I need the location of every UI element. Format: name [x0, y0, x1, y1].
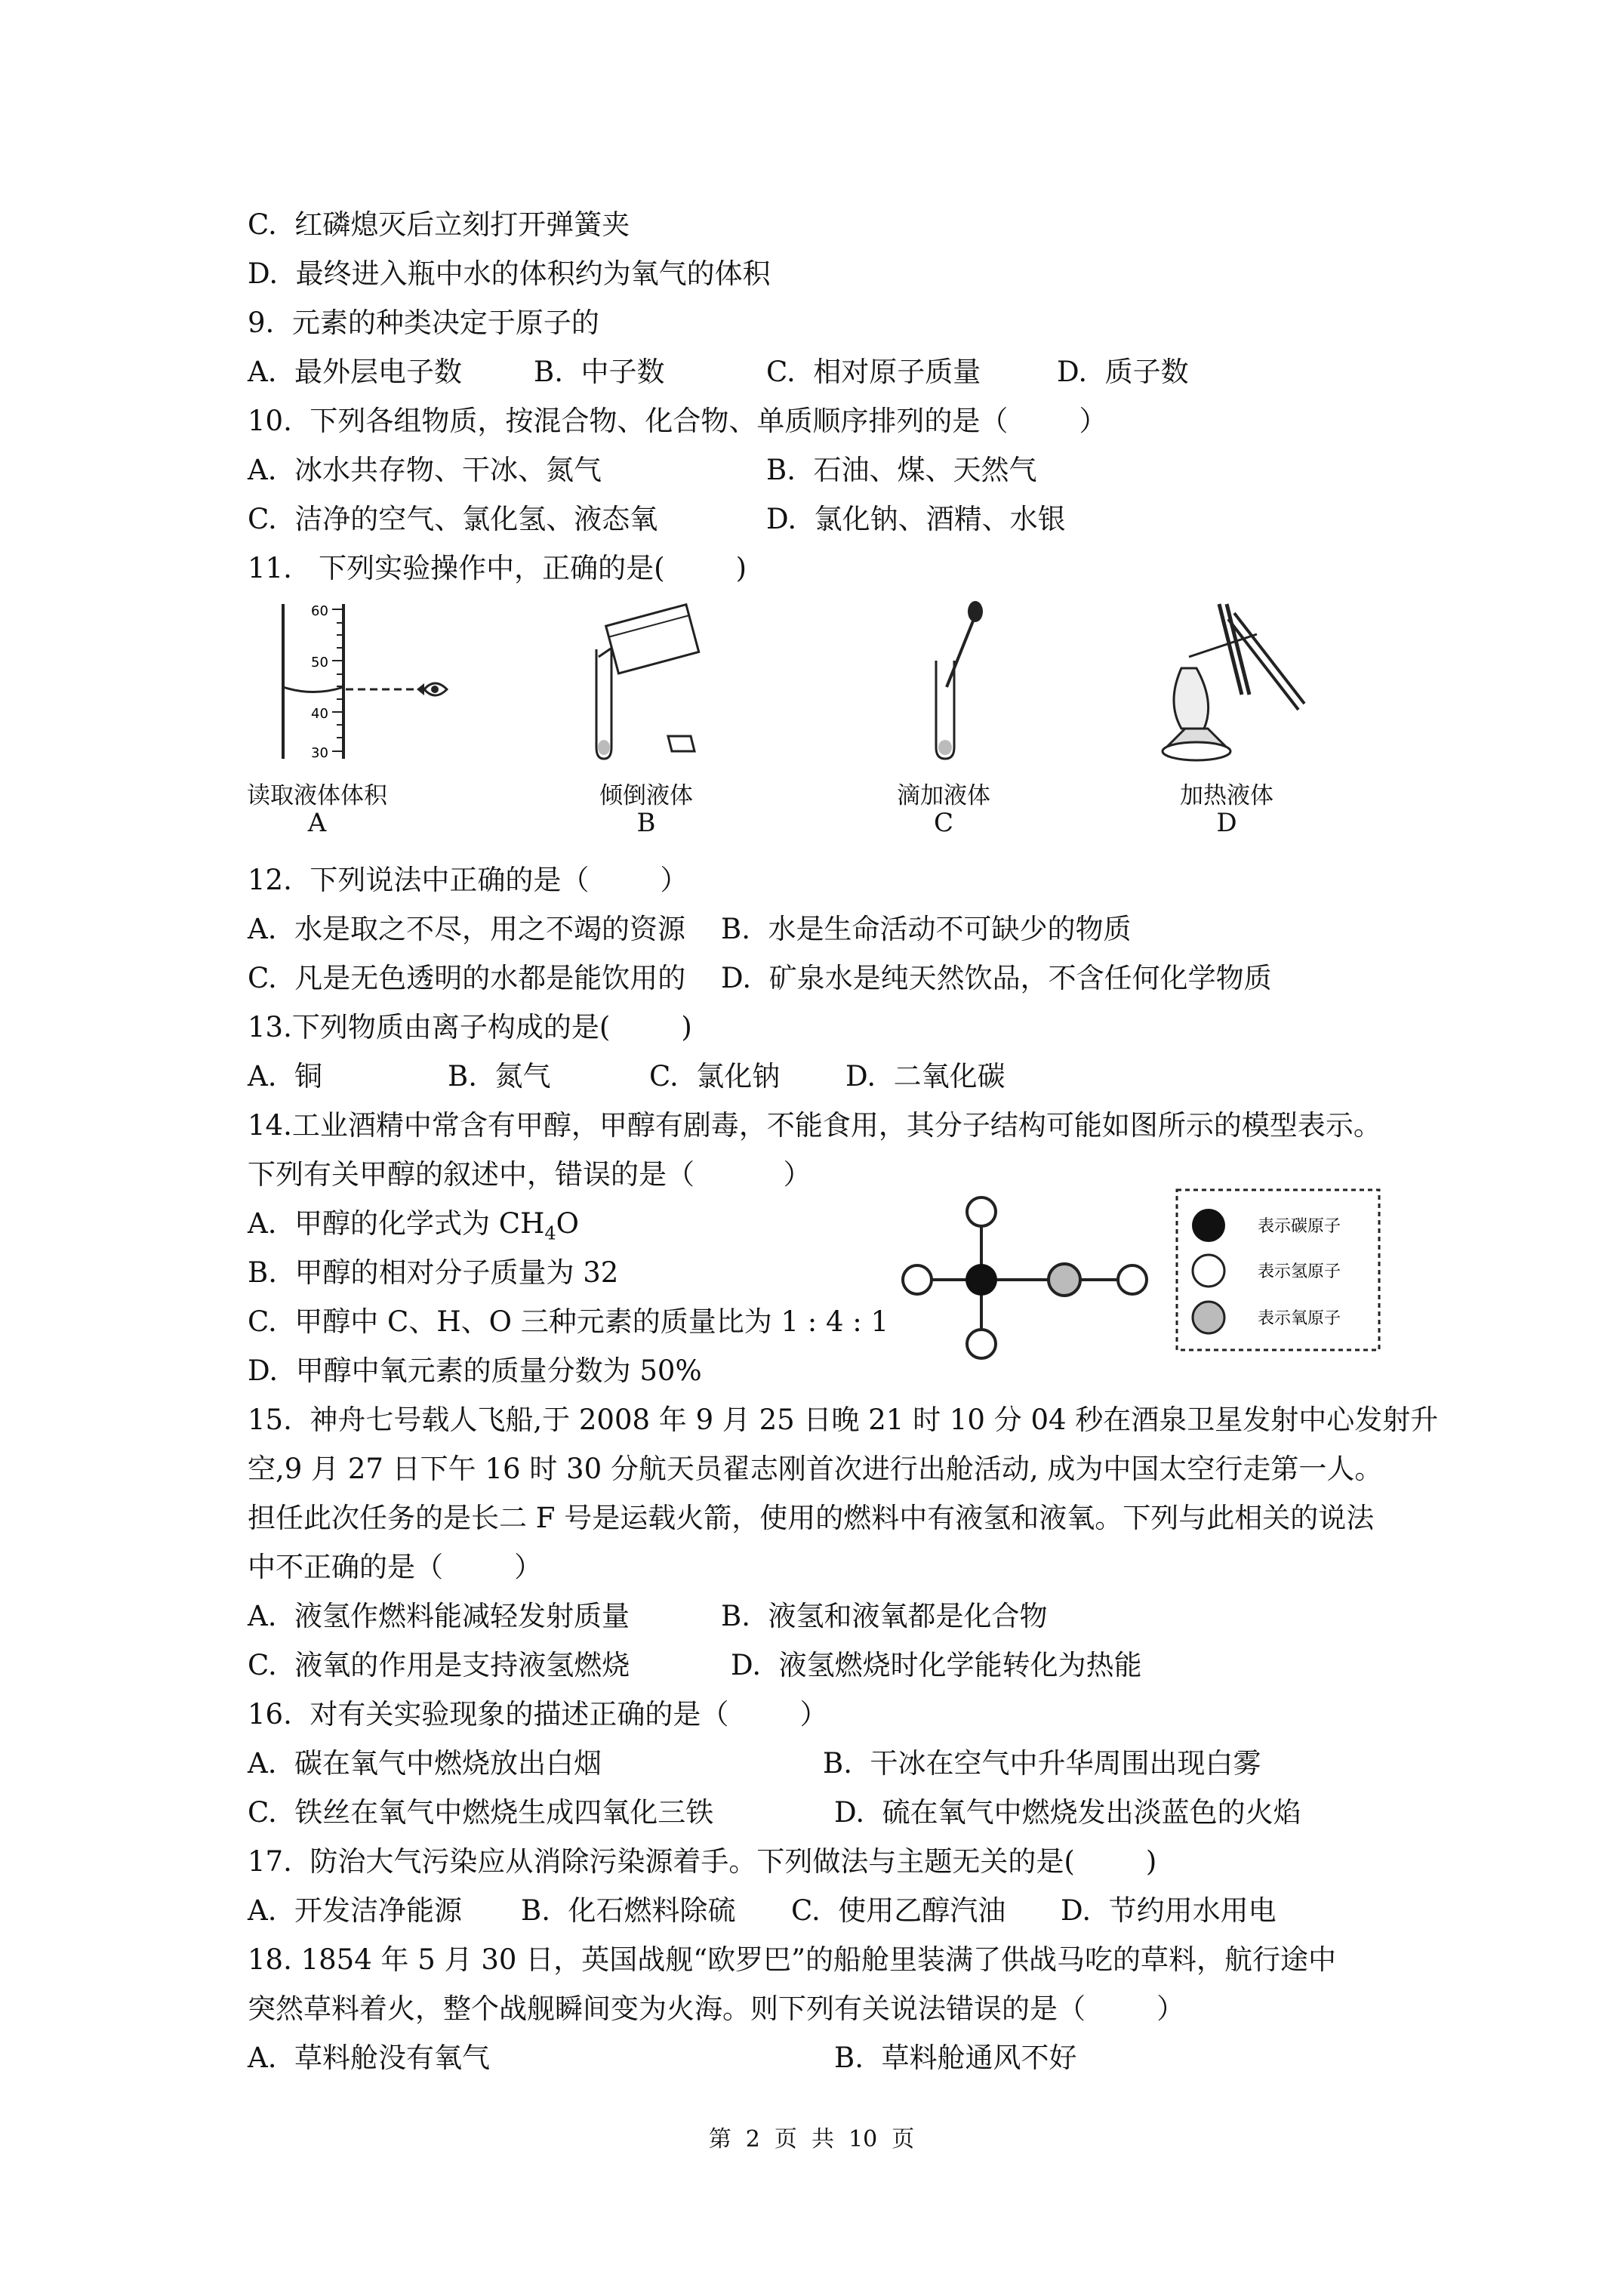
- q13-option-d: D. 二氧化碳: [845, 1060, 1006, 1093]
- q14-option-a: [248, 1204, 579, 1253]
- q12-option-c: C. 凡是无色透明的水都是能饮用的: [248, 962, 686, 994]
- carbon-atom: [965, 1264, 997, 1296]
- q18-option-a: A. 草料舱没有氧气: [248, 2042, 491, 2074]
- q9-option-c: C. 相对原子质量: [766, 356, 981, 388]
- caption-d: 加热液体: [1180, 782, 1273, 809]
- caption-c: 滴加液体: [897, 782, 990, 809]
- label-d: D: [1216, 808, 1237, 838]
- q16-option-a: A. 碳在氧气中燃烧放出白烟: [248, 1747, 602, 1780]
- q9-option-b: B. 中子数: [534, 356, 665, 388]
- q12-option-b: B. 水是生命活动不可缺少的物质: [721, 913, 1132, 945]
- heating-liquid-figure: [1144, 596, 1317, 770]
- page-footer: 第 2 页 共 10 页: [708, 2126, 915, 2153]
- oxygen-legend-icon: [1193, 1302, 1224, 1333]
- q10-stem: 10. 下列各组物质，按混合物、化合物、单质顺序排列的是（ ）: [248, 405, 1107, 437]
- hydrogen-atom: [967, 1197, 996, 1226]
- q9-option-d: D. 质子数: [1057, 356, 1189, 388]
- eye-icon: [424, 683, 447, 695]
- q14-option-d: D. 甲醇中氧元素的质量分数为 50%: [248, 1354, 702, 1387]
- hydrogen-atom: [967, 1330, 996, 1358]
- caption-a: 读取液体体积: [247, 782, 387, 809]
- q16-option-b: B. 干冰在空气中升华周围出现白雾: [823, 1747, 1261, 1780]
- tick-label-50: 50: [311, 655, 328, 670]
- legend-hydrogen-label: 表示氢原子: [1258, 1262, 1341, 1281]
- q12-stem: 12. 下列说法中正确的是（ ）: [248, 864, 688, 896]
- q8-option-c: C. 红磷熄灭后立刻打开弹簧夹: [248, 208, 630, 241]
- q14-option-a-suffix: O: [556, 1207, 579, 1240]
- q10-option-c: C. 洁净的空气、氯化氢、液态氧: [248, 503, 658, 535]
- q12-option-d: D. 矿泉水是纯天然饮品，不含任何化学物质: [721, 962, 1272, 994]
- q18-stem-line2: 突然草料着火，整个战舰瞬间变为火海。则下列有关说法错误的是（ ）: [248, 1992, 1185, 2025]
- tick-label-30: 30: [311, 745, 328, 761]
- q13-option-b: B. 氮气: [448, 1060, 551, 1093]
- q15-stem-line1: 15. 神舟七号载人飞船,于 2008 年 9 月 25 日晚 21 时 10 分 04 秒在酒泉卫星发射中心发射升: [248, 1404, 1439, 1436]
- carbon-legend-icon: [1192, 1209, 1225, 1242]
- hydrogen-legend-icon: [1193, 1255, 1224, 1287]
- caption-b: 倾倒液体: [599, 782, 693, 809]
- legend-oxygen-label: 表示氧原子: [1258, 1309, 1341, 1328]
- q17-stem: 17. 防治大气污染应从消除污染源着手。下列做法与主题无关的是( ): [248, 1845, 1157, 1878]
- q11-stem: 11. 下列实验操作中，正确的是( ): [248, 552, 747, 584]
- q12-option-a: A. 水是取之不尽，用之不竭的资源: [248, 913, 686, 945]
- label-c: C: [933, 808, 953, 838]
- graduated-cylinder-figure: [257, 600, 453, 766]
- q15-option-c: C. 液氧的作用是支持液氢燃烧: [248, 1649, 630, 1681]
- q17-option-b: B. 化石燃料除硫: [521, 1894, 736, 1927]
- q15-option-d: D. 液氢燃烧时化学能转化为热能: [731, 1649, 1142, 1681]
- oxygen-atom: [1049, 1264, 1080, 1296]
- methanol-molecule-figure: [891, 1185, 1163, 1374]
- label-b: B: [636, 808, 656, 838]
- hydrogen-atom: [903, 1265, 932, 1294]
- q13-stem: 13.下列物质由离子构成的是( ): [248, 1011, 692, 1043]
- q9-option-a: A. 最外层电子数: [248, 356, 463, 388]
- q15-stem-line2: 空,9 月 27 日下午 16 时 30 分航天员翟志刚首次进行出舱活动, 成为中国太空行走第一人。: [248, 1453, 1383, 1485]
- q15-option-a: A. 液氢作燃料能减轻发射质量: [248, 1600, 630, 1632]
- dropping-liquid-figure: [913, 596, 1034, 766]
- q14-option-c: C. 甲醇中 C、H、O 三种元素的质量比为 1 : 4 : 1: [248, 1305, 889, 1338]
- legend-carbon-label: 表示碳原子: [1258, 1217, 1341, 1236]
- q10-option-b: B. 石油、煤、天然气: [766, 454, 1037, 486]
- label-a: A: [307, 808, 327, 838]
- q14-stem-line1: 14.工业酒精中常含有甲醇，甲醇有剧毒，不能食用，其分子结构可能如图所示的模型表示。: [248, 1109, 1381, 1142]
- q13-option-a: A. 铜: [248, 1060, 323, 1093]
- q14-option-b: B. 甲醇的相对分子质量为 32: [248, 1256, 619, 1289]
- atom-legend: [1175, 1188, 1382, 1354]
- tick-label-60: 60: [311, 603, 328, 619]
- q16-option-c: C. 铁丝在氧气中燃烧生成四氧化三铁: [248, 1796, 714, 1829]
- q14-option-a-text: A. 甲醇的化学式为 CH: [248, 1207, 545, 1240]
- q14-stem-line2: 下列有关甲醇的叙述中，错误的是（ ）: [248, 1158, 812, 1191]
- q8-option-d: D. 最终进入瓶中水的体积约为氧气的体积: [248, 257, 771, 290]
- q17-option-c: C. 使用乙醇汽油: [791, 1894, 1006, 1927]
- bottle-stopper: [668, 736, 694, 751]
- q14-option-a-subscript: 4: [544, 1222, 556, 1244]
- q13-option-c: C. 氯化钠: [649, 1060, 781, 1093]
- q16-option-d: D. 硫在氧气中燃烧发出淡蓝色的火焰: [834, 1796, 1301, 1829]
- q10-option-d: D. 氯化钠、酒精、水银: [766, 503, 1066, 535]
- q10-option-a: A. 冰水共存物、干冰、氮气: [248, 454, 602, 486]
- q17-option-d: D. 节约用水用电: [1061, 1894, 1277, 1927]
- q17-option-a: A. 开发洁净能源: [248, 1894, 463, 1927]
- q18-option-b: B. 草料舱通风不好: [834, 2042, 1077, 2074]
- q15-stem-line3: 担任此次任务的是长二 F 号是运载火箭，使用的燃料中有液氢和液氧。下列与此相关的说法: [248, 1502, 1375, 1534]
- q18-stem-line1: 18. 1854 年 5 月 30 日，英国战舰“欧罗巴”的船舱里装满了供战马吃的草料，航行途中: [248, 1943, 1337, 1976]
- q15-option-b: B. 液氢和液氧都是化合物: [721, 1600, 1048, 1632]
- hydrogen-atom: [1118, 1265, 1147, 1294]
- q15-stem-line4: 中不正确的是（ ）: [248, 1551, 543, 1583]
- q16-stem: 16. 对有关实验现象的描述正确的是（ ）: [248, 1698, 828, 1730]
- q9-stem: 9. 元素的种类决定于原子的: [248, 307, 599, 339]
- tick-label-40: 40: [311, 706, 328, 722]
- pouring-liquid-figure: [581, 596, 732, 766]
